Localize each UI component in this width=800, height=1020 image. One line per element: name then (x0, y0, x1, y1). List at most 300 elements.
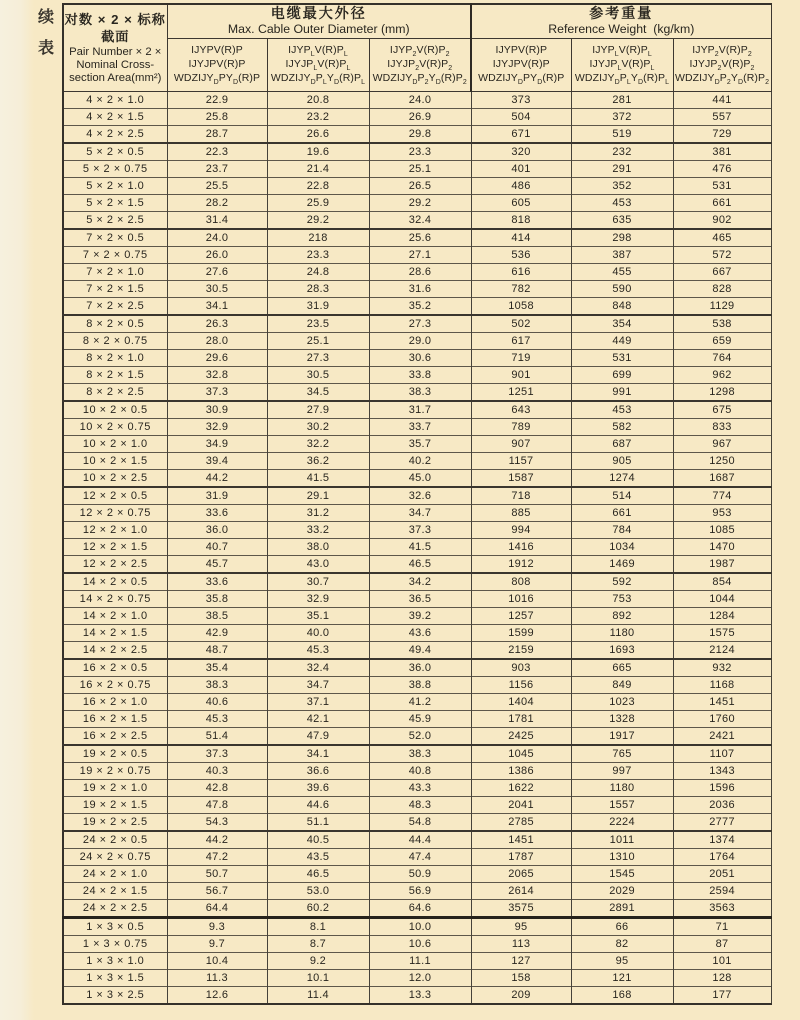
cell-value: 24.0 (369, 92, 471, 109)
cell-value: 905 (571, 453, 673, 470)
row-label: 19 × 2 × 2.5 (63, 814, 167, 832)
row-label: 12 × 2 × 2.5 (63, 556, 167, 574)
cell-value: 514 (571, 487, 673, 505)
row-label: 7 × 2 × 1.5 (63, 281, 167, 298)
cell-value: 1168 (673, 677, 771, 694)
cell-value: 54.8 (369, 814, 471, 832)
table-row (63, 161, 771, 178)
table-row (63, 126, 771, 144)
cell-value: 113 (471, 936, 571, 953)
cell-value: 8.1 (267, 918, 369, 936)
table-row (63, 866, 771, 883)
cell-value: 35.7 (369, 436, 471, 453)
row-label: 14 × 2 × 0.5 (63, 573, 167, 591)
cell-value: 56.7 (167, 883, 267, 900)
cell-value: 531 (673, 178, 771, 195)
cell-value: 82 (571, 936, 673, 953)
cell-value: 1298 (673, 384, 771, 402)
cell-value: 45.3 (167, 711, 267, 728)
row-label: 8 × 2 × 0.75 (63, 333, 167, 350)
cell-value: 538 (673, 315, 771, 333)
cell-value: 582 (571, 419, 673, 436)
cell-value: 1781 (471, 711, 571, 728)
cell-value: 34.7 (369, 505, 471, 522)
cell-value: 26.9 (369, 109, 471, 126)
table-row (63, 970, 771, 987)
cell-value: 30.6 (369, 350, 471, 367)
cell-value: 54.3 (167, 814, 267, 832)
table-row (63, 212, 771, 230)
cell-value: 354 (571, 315, 673, 333)
table-header (63, 4, 771, 92)
continued-label-char-2: 表 (37, 40, 54, 57)
table-row (63, 229, 771, 247)
row-label: 19 × 2 × 1.0 (63, 780, 167, 797)
table-row (63, 470, 771, 488)
cell-value: 373 (471, 92, 571, 109)
cell-value: 25.9 (267, 195, 369, 212)
cell-value: 9.3 (167, 918, 267, 936)
cell-value: 2065 (471, 866, 571, 883)
code-header-diameter-1: IJYPV(R)P IJYJPV(R)P $WDZIJY_DPY_D(R)P$ (167, 39, 267, 92)
cell-value: 25.1 (267, 333, 369, 350)
cell-value: 50.7 (167, 866, 267, 883)
row-label: 16 × 2 × 1.0 (63, 694, 167, 711)
cell-value: 1034 (571, 539, 673, 556)
cell-value: 40.0 (267, 625, 369, 642)
table-row (63, 436, 771, 453)
cell-value: 661 (571, 505, 673, 522)
cell-value: 2777 (673, 814, 771, 832)
row-label: 5 × 2 × 1.5 (63, 195, 167, 212)
group-header-row (63, 4, 771, 39)
cell-value: 36.0 (167, 522, 267, 539)
cell-value: 36.6 (267, 763, 369, 780)
row-label: 7 × 2 × 1.0 (63, 264, 167, 281)
cell-value: 414 (471, 229, 571, 247)
row-label: 24 × 2 × 0.5 (63, 831, 167, 849)
cell-value: 10.0 (369, 918, 471, 936)
table-row (63, 608, 771, 625)
cell-value: 34.2 (369, 573, 471, 591)
cell-value: 616 (471, 264, 571, 281)
cell-value: 95 (571, 953, 673, 970)
cell-value: 32.6 (369, 487, 471, 505)
row-label: 12 × 2 × 0.5 (63, 487, 167, 505)
cell-value: 41.5 (267, 470, 369, 488)
cell-value: 36.5 (369, 591, 471, 608)
cell-value: 953 (673, 505, 771, 522)
cell-value: 1693 (571, 642, 673, 660)
cell-value: 661 (673, 195, 771, 212)
cell-value: 27.3 (267, 350, 369, 367)
table-row (63, 92, 771, 109)
row-label: 24 × 2 × 0.75 (63, 849, 167, 866)
cell-value: 643 (471, 401, 571, 419)
cell-value: 64.6 (369, 900, 471, 918)
cell-value: 1917 (571, 728, 673, 746)
cell-value: 1274 (571, 470, 673, 488)
cell-value: 43.3 (369, 780, 471, 797)
row-label: 8 × 2 × 1.0 (63, 350, 167, 367)
cell-value: 33.2 (267, 522, 369, 539)
cell-value: 1599 (471, 625, 571, 642)
table-row (63, 419, 771, 436)
cell-value: 37.3 (369, 522, 471, 539)
row-label: 10 × 2 × 1.5 (63, 453, 167, 470)
cell-value: 1687 (673, 470, 771, 488)
cell-value: 291 (571, 161, 673, 178)
cell-value: 902 (673, 212, 771, 230)
corner-header (63, 4, 167, 92)
cell-value: 1058 (471, 298, 571, 316)
cell-value: 43.0 (267, 556, 369, 574)
table-row (63, 900, 771, 918)
cell-value: 387 (571, 247, 673, 264)
cell-value: 2051 (673, 866, 771, 883)
cell-value: 44.6 (267, 797, 369, 814)
cell-value: 19.6 (267, 143, 369, 161)
cell-value: 38.3 (369, 384, 471, 402)
cell-value: 29.8 (369, 126, 471, 144)
table-row (63, 264, 771, 281)
cell-value: 1251 (471, 384, 571, 402)
cell-value: 1129 (673, 298, 771, 316)
cell-value: 1085 (673, 522, 771, 539)
cell-value: 22.9 (167, 92, 267, 109)
cell-value: 774 (673, 487, 771, 505)
cell-value: 37.3 (167, 384, 267, 402)
cell-value: 997 (571, 763, 673, 780)
cell-value: 885 (471, 505, 571, 522)
row-label: 8 × 2 × 2.5 (63, 384, 167, 402)
cell-value: 901 (471, 367, 571, 384)
table-row (63, 556, 771, 574)
table-row (63, 539, 771, 556)
cell-value: 30.2 (267, 419, 369, 436)
row-label: 8 × 2 × 0.5 (63, 315, 167, 333)
cell-value: 557 (673, 109, 771, 126)
row-label: 16 × 2 × 1.5 (63, 711, 167, 728)
cell-value: 1180 (571, 625, 673, 642)
cell-value: 1284 (673, 608, 771, 625)
row-label: 5 × 2 × 0.75 (63, 161, 167, 178)
cell-value: 1451 (471, 831, 571, 849)
cell-value: 2425 (471, 728, 571, 746)
cell-value: 60.2 (267, 900, 369, 918)
cell-value: 38.8 (369, 677, 471, 694)
cell-value: 10.4 (167, 953, 267, 970)
table-row (63, 831, 771, 849)
cell-value: 11.1 (369, 953, 471, 970)
cell-value: 504 (471, 109, 571, 126)
cell-value: 789 (471, 419, 571, 436)
cell-value: 449 (571, 333, 673, 350)
cell-value: 401 (471, 161, 571, 178)
cell-value: 9.7 (167, 936, 267, 953)
diameter-group-title-zh: 电缆最大外径 (270, 5, 367, 22)
cell-value: 892 (571, 608, 673, 625)
cell-value: 32.9 (267, 591, 369, 608)
row-label: 5 × 2 × 1.0 (63, 178, 167, 195)
cell-value: 2029 (571, 883, 673, 900)
cell-value: 46.5 (267, 866, 369, 883)
cell-value: 28.6 (369, 264, 471, 281)
cell-value: 1575 (673, 625, 771, 642)
row-label: 5 × 2 × 0.5 (63, 143, 167, 161)
cell-value: 47.2 (167, 849, 267, 866)
cell-value: 1310 (571, 849, 673, 866)
row-label: 14 × 2 × 1.0 (63, 608, 167, 625)
cell-value: 23.3 (267, 247, 369, 264)
row-label: 5 × 2 × 2.5 (63, 212, 167, 230)
cell-value: 1343 (673, 763, 771, 780)
cell-value: 1557 (571, 797, 673, 814)
cell-value: 1912 (471, 556, 571, 574)
cell-value: 34.5 (267, 384, 369, 402)
cell-value: 808 (471, 573, 571, 591)
cell-value: 33.7 (369, 419, 471, 436)
cell-value: 43.6 (369, 625, 471, 642)
cell-value: 2041 (471, 797, 571, 814)
row-label: 12 × 2 × 1.5 (63, 539, 167, 556)
cell-value: 29.2 (267, 212, 369, 230)
cell-value: 453 (571, 401, 673, 419)
row-label: 19 × 2 × 1.5 (63, 797, 167, 814)
cell-value: 53.0 (267, 883, 369, 900)
cell-value: 281 (571, 92, 673, 109)
table-row (63, 505, 771, 522)
cell-value: 455 (571, 264, 673, 281)
cell-value: 52.0 (369, 728, 471, 746)
cell-value: 1250 (673, 453, 771, 470)
cell-value: 101 (673, 953, 771, 970)
row-label: 19 × 2 × 0.75 (63, 763, 167, 780)
cell-value: 1545 (571, 866, 673, 883)
cell-value: 298 (571, 229, 673, 247)
table-row (63, 659, 771, 677)
cell-value: 1404 (471, 694, 571, 711)
row-label: 4 × 2 × 1.0 (63, 92, 167, 109)
cell-value: 23.3 (369, 143, 471, 161)
row-label: 24 × 2 × 2.5 (63, 900, 167, 918)
cell-value: 32.8 (167, 367, 267, 384)
cell-value: 66 (571, 918, 673, 936)
table-row (63, 384, 771, 402)
cable-spec-table (62, 3, 772, 1005)
cell-value: 21.4 (267, 161, 369, 178)
cell-value: 25.1 (369, 161, 471, 178)
cell-value: 33.6 (167, 505, 267, 522)
cell-value: 35.4 (167, 659, 267, 677)
cell-value: 40.5 (267, 831, 369, 849)
cell-value: 24.0 (167, 229, 267, 247)
cell-value: 1587 (471, 470, 571, 488)
cell-value: 39.6 (267, 780, 369, 797)
cell-value: 26.3 (167, 315, 267, 333)
cell-value: 23.2 (267, 109, 369, 126)
cell-value: 45.3 (267, 642, 369, 660)
cell-value: 38.0 (267, 539, 369, 556)
cell-value: 753 (571, 591, 673, 608)
cell-value: 32.9 (167, 419, 267, 436)
cell-value: 42.1 (267, 711, 369, 728)
table-row (63, 401, 771, 419)
row-label: 10 × 2 × 1.0 (63, 436, 167, 453)
cell-value: 45.0 (369, 470, 471, 488)
cell-value: 2036 (673, 797, 771, 814)
cell-value: 45.7 (167, 556, 267, 574)
cell-value: 828 (673, 281, 771, 298)
cell-value: 671 (471, 126, 571, 144)
cell-value: 31.4 (167, 212, 267, 230)
row-label: 14 × 2 × 1.5 (63, 625, 167, 642)
table-row (63, 883, 771, 900)
cell-value: 40.3 (167, 763, 267, 780)
cell-value: 1386 (471, 763, 571, 780)
table-row (63, 625, 771, 642)
cell-value: 29.6 (167, 350, 267, 367)
cell-value: 35.8 (167, 591, 267, 608)
table-row (63, 780, 771, 797)
diameter-group-header (167, 4, 471, 39)
cell-value: 907 (471, 436, 571, 453)
table-row (63, 109, 771, 126)
cell-value: 22.3 (167, 143, 267, 161)
cell-value: 27.9 (267, 401, 369, 419)
cell-value: 26.0 (167, 247, 267, 264)
cell-value: 30.7 (267, 573, 369, 591)
cell-value: 40.7 (167, 539, 267, 556)
cell-value: 1764 (673, 849, 771, 866)
row-label: 7 × 2 × 0.75 (63, 247, 167, 264)
cell-value: 320 (471, 143, 571, 161)
row-label: 7 × 2 × 2.5 (63, 298, 167, 316)
cell-value: 20.8 (267, 92, 369, 109)
cell-value: 1180 (571, 780, 673, 797)
cell-value: 41.2 (369, 694, 471, 711)
cell-value: 36.2 (267, 453, 369, 470)
cell-value: 1157 (471, 453, 571, 470)
cell-value: 22.8 (267, 178, 369, 195)
cell-value: 675 (673, 401, 771, 419)
cell-value: 1787 (471, 849, 571, 866)
row-label: 7 × 2 × 0.5 (63, 229, 167, 247)
cell-value: 465 (673, 229, 771, 247)
cell-value: 30.9 (167, 401, 267, 419)
table-row (63, 367, 771, 384)
cell-value: 1470 (673, 539, 771, 556)
cell-value: 95 (471, 918, 571, 936)
row-label: 12 × 2 × 0.75 (63, 505, 167, 522)
cell-value: 25.5 (167, 178, 267, 195)
table-row (63, 849, 771, 866)
cell-value: 39.4 (167, 453, 267, 470)
cell-value: 44.2 (167, 831, 267, 849)
cell-value: 51.1 (267, 814, 369, 832)
cell-value: 44.4 (369, 831, 471, 849)
cell-value: 3563 (673, 900, 771, 918)
cell-value: 1469 (571, 556, 673, 574)
table-row (63, 711, 771, 728)
cell-value: 1987 (673, 556, 771, 574)
cell-value: 31.7 (369, 401, 471, 419)
cell-value: 26.6 (267, 126, 369, 144)
cell-value: 719 (471, 350, 571, 367)
table-row (63, 694, 771, 711)
code-header-row (63, 39, 771, 92)
cell-value: 531 (571, 350, 673, 367)
cell-value: 848 (571, 298, 673, 316)
table-row (63, 315, 771, 333)
row-label: 19 × 2 × 0.5 (63, 745, 167, 763)
cell-value: 28.0 (167, 333, 267, 350)
cell-value: 33.6 (167, 573, 267, 591)
cell-value: 23.5 (267, 315, 369, 333)
row-label: 1 × 3 × 1.0 (63, 953, 167, 970)
code-header-weight-3: $IJYP_2V(R)P_2$ $IJYJP_2V(R)P_2$ $WDZIJY_DP_2Y_D(R)P_2$ (673, 39, 771, 92)
cell-value: 32.4 (369, 212, 471, 230)
table-row (63, 178, 771, 195)
table-row (63, 591, 771, 608)
cell-value: 48.7 (167, 642, 267, 660)
weight-group-header (471, 4, 771, 39)
row-label: 10 × 2 × 0.5 (63, 401, 167, 419)
cell-value: 765 (571, 745, 673, 763)
table-row (63, 677, 771, 694)
cell-value: 36.0 (369, 659, 471, 677)
table-row (63, 195, 771, 212)
cell-value: 27.6 (167, 264, 267, 281)
cell-value: 71 (673, 918, 771, 936)
cell-value: 40.2 (369, 453, 471, 470)
cell-value: 48.3 (369, 797, 471, 814)
cell-value: 30.5 (167, 281, 267, 298)
cell-value: 605 (471, 195, 571, 212)
cell-value: 31.9 (267, 298, 369, 316)
cell-value: 232 (571, 143, 673, 161)
cell-value: 30.5 (267, 367, 369, 384)
row-label: 10 × 2 × 0.75 (63, 419, 167, 436)
code-header-weight-1: IJYPV(R)P IJYJPV(R)P $WDZIJY_DPY_D(R)P$ (471, 39, 571, 92)
cell-value: 833 (673, 419, 771, 436)
cell-value: 34.1 (167, 298, 267, 316)
cell-value: 592 (571, 573, 673, 591)
table-row (63, 953, 771, 970)
cell-value: 47.4 (369, 849, 471, 866)
cell-value: 158 (471, 970, 571, 987)
table-row (63, 745, 771, 763)
cell-value: 38.3 (167, 677, 267, 694)
cell-value: 31.2 (267, 505, 369, 522)
cell-value: 11.3 (167, 970, 267, 987)
continued-label-char-1: 续 (37, 9, 54, 26)
cell-value: 764 (673, 350, 771, 367)
cell-value: 34.1 (267, 745, 369, 763)
cell-value: 35.1 (267, 608, 369, 625)
table-row (63, 143, 771, 161)
code-header-weight-2: $IJYP_LV(R)P_L$ $IJYJP_LV(R)P_L$ $WDZIJY_DP_LY_D(R)P_L$ (571, 39, 673, 92)
row-label: 1 × 3 × 1.5 (63, 970, 167, 987)
row-label: 16 × 2 × 0.75 (63, 677, 167, 694)
table-row (63, 247, 771, 264)
cell-value: 2124 (673, 642, 771, 660)
cell-value: 28.3 (267, 281, 369, 298)
cell-value: 47.9 (267, 728, 369, 746)
weight-group-title-zh: 参考重量 (589, 5, 654, 22)
corner-header-zh: 对数 × 2 × 标称 截面 (64, 11, 166, 44)
cell-value: 1044 (673, 591, 771, 608)
